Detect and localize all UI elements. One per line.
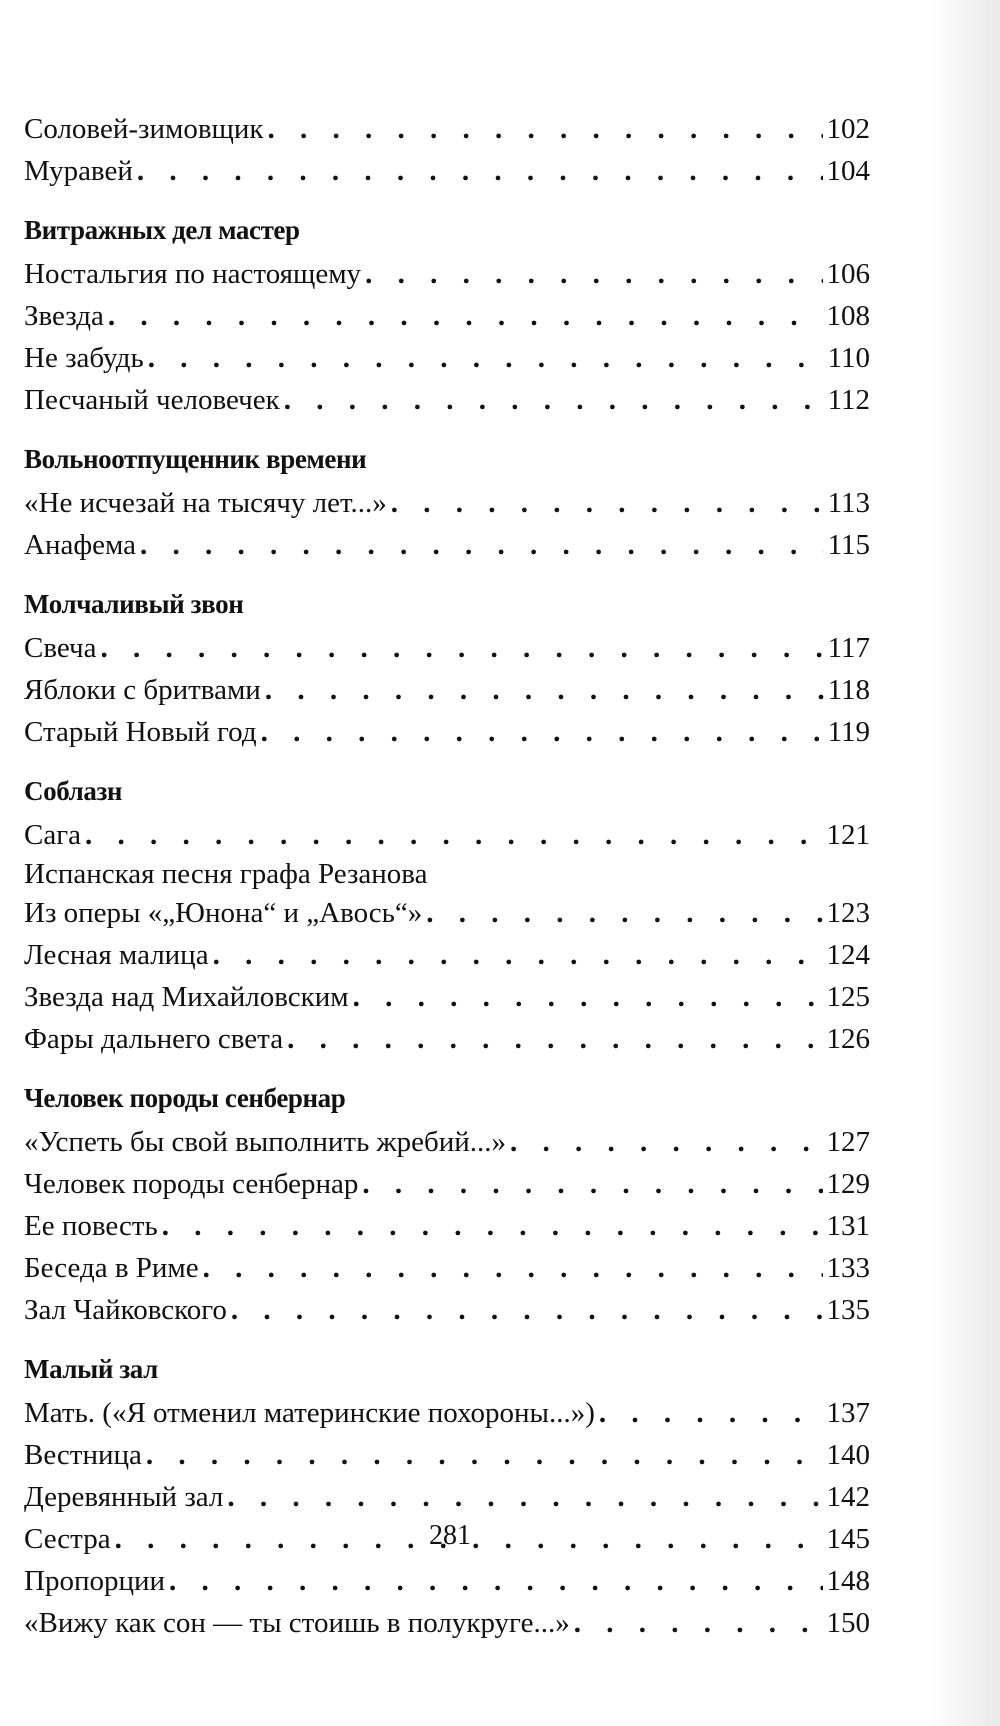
toc-section bbox=[24, 441, 870, 566]
entry-page-number: 129 bbox=[826, 1168, 870, 1200]
entry-title: Песчаный человечек bbox=[24, 384, 280, 416]
page-number: 281 bbox=[429, 1520, 471, 1551]
toc-entry bbox=[24, 1476, 870, 1518]
toc-entry bbox=[24, 1434, 870, 1476]
dot-leader bbox=[100, 627, 823, 669]
section-heading: Молчаливый звон bbox=[24, 589, 244, 619]
entry-page-number: 118 bbox=[827, 674, 870, 706]
dot-leader bbox=[162, 1205, 823, 1247]
section-heading: Малый зал bbox=[24, 1354, 158, 1384]
dot-leader bbox=[146, 1434, 823, 1476]
entry-title: Ностальгия по настоящему bbox=[24, 258, 362, 290]
toc-entry bbox=[24, 814, 870, 856]
section-heading: Соблазн bbox=[24, 776, 123, 806]
section-heading: Витражных дел мастер bbox=[24, 215, 300, 245]
dot-leader bbox=[227, 1476, 822, 1518]
toc-entry bbox=[24, 524, 870, 566]
toc-entry bbox=[24, 934, 870, 976]
dot-leader bbox=[148, 337, 824, 379]
entry-page-number: 135 bbox=[826, 1294, 870, 1326]
entry-page-number: 145 bbox=[826, 1523, 870, 1555]
section-heading: Человек породы сенбернар bbox=[24, 1083, 346, 1113]
dot-leader bbox=[108, 295, 823, 337]
dot-leader bbox=[353, 976, 823, 1018]
entry-title: Яблоки с бритвами bbox=[24, 674, 261, 706]
toc-section bbox=[24, 773, 870, 1060]
toc-entry bbox=[24, 1289, 870, 1331]
entry-page-number: 104 bbox=[826, 155, 870, 187]
dot-leader bbox=[510, 1121, 822, 1163]
entry-page-number: 124 bbox=[826, 939, 870, 971]
dot-leader bbox=[231, 1289, 823, 1331]
toc-section bbox=[24, 586, 870, 753]
toc-entry bbox=[24, 150, 870, 192]
dot-leader bbox=[426, 892, 822, 934]
dot-leader bbox=[267, 108, 822, 150]
toc-entry bbox=[24, 669, 870, 711]
toc-section bbox=[24, 1080, 870, 1331]
entry-page-number: 106 bbox=[826, 258, 870, 290]
entry-title: Лесная малица bbox=[24, 939, 209, 971]
toc-entry bbox=[24, 1560, 870, 1602]
entry-title: Пропорции bbox=[24, 1565, 166, 1597]
entry-title: Вестница bbox=[24, 1439, 142, 1471]
entry-title: Мать. («Я отменил материнские похороны...») bbox=[24, 1397, 595, 1429]
entry-title: Соловей-зимовщик bbox=[24, 113, 264, 145]
dot-leader bbox=[599, 1392, 823, 1434]
dot-leader bbox=[362, 1163, 822, 1205]
dot-leader bbox=[203, 1247, 823, 1289]
toc-entry bbox=[24, 1018, 870, 1060]
toc-entry bbox=[24, 108, 870, 150]
entry-page-number: 140 bbox=[826, 1439, 870, 1471]
entry-title: Беседа в Риме bbox=[24, 1252, 199, 1284]
entry-page-number: 137 bbox=[826, 1397, 870, 1429]
entry-page-number: 112 bbox=[827, 384, 870, 416]
entry-page-number: 102 bbox=[826, 113, 870, 145]
entry-page-number: 131 bbox=[826, 1210, 870, 1242]
entry-title: Не забудь bbox=[24, 342, 144, 374]
entry-title: Человек породы сенбернар bbox=[24, 1168, 359, 1200]
dot-leader bbox=[391, 482, 824, 524]
entry-page-number: 133 bbox=[826, 1252, 870, 1284]
entry-title: Анафема bbox=[24, 529, 137, 561]
dot-leader bbox=[85, 814, 823, 856]
toc-entry bbox=[24, 1163, 870, 1205]
toc-entry bbox=[24, 1121, 870, 1163]
toc-section bbox=[24, 108, 870, 192]
toc-entry bbox=[24, 1602, 870, 1644]
entry-title: Фары дальнего света bbox=[24, 1023, 284, 1055]
dot-leader bbox=[574, 1602, 823, 1644]
entry-page-number: 142 bbox=[826, 1481, 870, 1513]
entry-title: «Успеть бы свой выполнить жребий...» bbox=[24, 1126, 507, 1158]
dot-leader bbox=[287, 1018, 822, 1060]
entry-page-number: 148 bbox=[826, 1565, 870, 1597]
toc-entry bbox=[24, 379, 870, 421]
entry-page-number: 127 bbox=[826, 1126, 870, 1158]
entry-title: Звезда bbox=[24, 300, 104, 332]
page-edge-shadow bbox=[930, 0, 1000, 1726]
entry-title: Ее повесть bbox=[24, 1210, 158, 1242]
entry-title: Деревянный зал bbox=[24, 1481, 224, 1513]
toc-entry bbox=[24, 337, 870, 379]
toc-entry bbox=[24, 627, 870, 669]
entry-title: «Вижу как сон — ты стоишь в полукруге...» bbox=[24, 1607, 570, 1639]
entry-title: Зал Чайковского bbox=[24, 1294, 227, 1326]
entry-page-number: 117 bbox=[827, 632, 870, 664]
table-of-contents bbox=[24, 108, 870, 1664]
entry-title: «Не исчезай на тысячу лет...» bbox=[24, 487, 387, 519]
toc-entry bbox=[24, 295, 870, 337]
entry-title: Сага bbox=[24, 819, 81, 851]
entry-page-number: 119 bbox=[827, 716, 870, 748]
entry-title: Испанская песня графа Резанова bbox=[24, 858, 428, 890]
entry-page-number: 150 bbox=[826, 1607, 870, 1639]
toc-entry bbox=[24, 711, 870, 753]
dot-leader bbox=[213, 934, 823, 976]
toc-entry bbox=[24, 856, 870, 934]
toc-section bbox=[24, 1351, 870, 1644]
entry-page-number: 123 bbox=[826, 897, 870, 929]
entry-title: Свеча bbox=[24, 632, 97, 664]
entry-title: Старый Новый год bbox=[24, 716, 257, 748]
dot-leader bbox=[265, 669, 824, 711]
toc-entry bbox=[24, 1392, 870, 1434]
dot-leader bbox=[137, 150, 823, 192]
entry-subtitle: Из оперы «„Юнона“ и „Авось“» bbox=[24, 897, 423, 929]
entry-title: Сестра bbox=[24, 1523, 111, 1555]
dot-leader bbox=[169, 1560, 822, 1602]
toc-entry bbox=[24, 976, 870, 1018]
entry-page-number: 113 bbox=[827, 487, 870, 519]
entry-page-number: 121 bbox=[826, 819, 870, 851]
dot-leader bbox=[261, 711, 824, 753]
toc-entry bbox=[24, 253, 870, 295]
entry-page-number: 125 bbox=[826, 981, 870, 1013]
entry-page-number: 110 bbox=[827, 342, 870, 374]
dot-leader bbox=[365, 253, 822, 295]
dot-leader bbox=[140, 524, 824, 566]
entry-page-number: 108 bbox=[826, 300, 870, 332]
entry-page-number: 115 bbox=[827, 529, 870, 561]
section-heading: Вольноотпущенник времени bbox=[24, 444, 367, 474]
toc-entry bbox=[24, 1205, 870, 1247]
entry-page-number: 126 bbox=[826, 1023, 870, 1055]
entry-title: Муравей bbox=[24, 155, 133, 187]
toc-entry bbox=[24, 482, 870, 524]
entry-title: Звезда над Михайловским bbox=[24, 981, 349, 1013]
dot-leader bbox=[284, 379, 824, 421]
toc-section bbox=[24, 212, 870, 421]
toc-entry bbox=[24, 1247, 870, 1289]
